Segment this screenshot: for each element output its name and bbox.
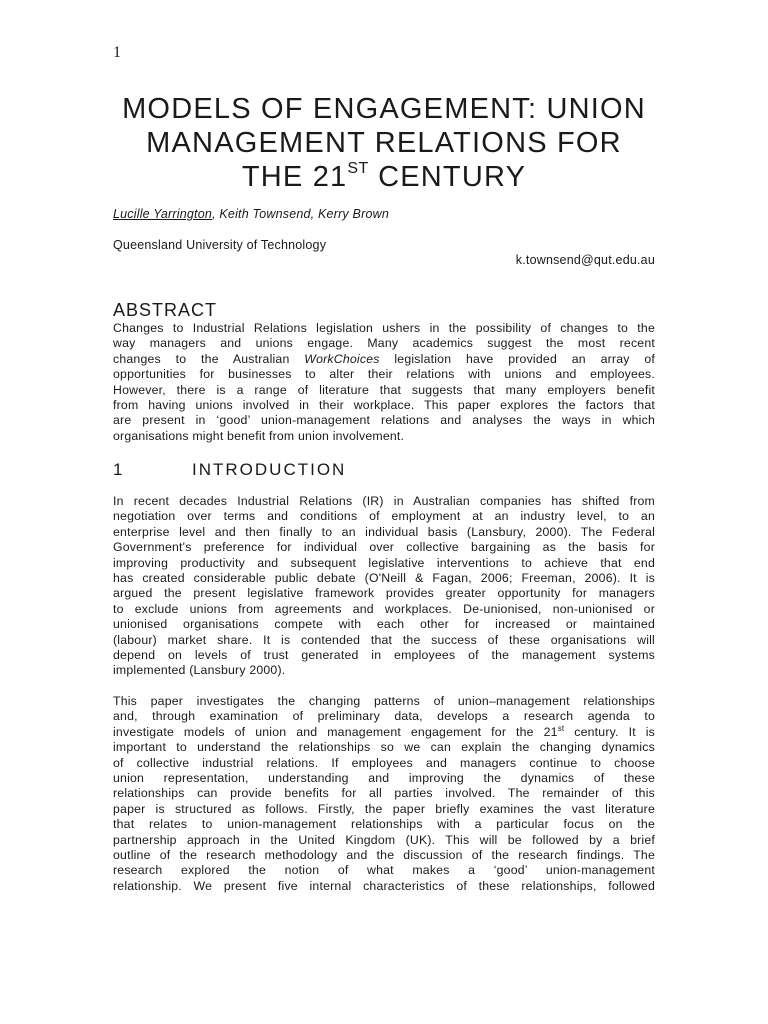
abstract-paragraph <box>113 321 655 444</box>
abstract-line: However, there is a range of literature that suggests that many employers benefit <box>113 382 655 397</box>
body-line: to exclude unions from agreements and workplaces. De-unionised, non-unionised or <box>113 601 655 616</box>
introduction-paragraph-2 <box>113 694 655 894</box>
section-heading-introduction <box>113 460 346 480</box>
title-line-3: THE 21ST CENTURY <box>241 160 527 193</box>
title-line-1: MODELS OF ENGAGEMENT: UNION <box>122 93 646 125</box>
abstract-line: organisations might benefit from union involvement. <box>113 428 405 443</box>
century-superscript: st <box>557 723 565 733</box>
section-number: 1 <box>113 460 125 479</box>
body-line: outline of the research methodology and the discussion of the research findings. The <box>113 848 655 863</box>
abstract-heading: ABSTRACT <box>113 300 218 320</box>
body-line: implemented (Lansbury 2000). <box>113 663 286 678</box>
body-line: improving productivity and subsequent legislative interventions to achieve that end <box>113 555 655 570</box>
affiliation: Queensland University of Technology <box>113 238 327 252</box>
section-title: INTRODUCTION <box>192 460 347 479</box>
contact-email: k.townsend@qut.edu.au <box>515 253 655 267</box>
body-line: unionised organisations compete with each other for increased or maintained <box>113 617 655 632</box>
introduction-paragraph-1 <box>113 494 655 679</box>
body-line: argued the present legislative framework provides greater opportunity for managers <box>113 586 655 601</box>
body-line: Government's preference for individual over collective bargaining as the basis for <box>113 540 655 555</box>
paper-title <box>100 92 668 194</box>
body-line: and, through examination of preliminary data, develops a research agenda to <box>113 709 655 724</box>
abstract-line: are present in ‘good’ union-management relations and analyses the ways in which <box>113 413 655 428</box>
title-line-2: MANAGEMENT RELATIONS FOR <box>146 127 622 159</box>
first-author: Lucille Yarrington <box>113 207 213 221</box>
abstract-line: from having unions involved in their workplace. This paper explores the factors that <box>113 398 655 413</box>
page-number: 1 <box>113 44 121 61</box>
body-line: This paper investigates the changing patterns of union–management relationships <box>113 694 655 708</box>
body-line: negotiation over terms and conditions of employment at an industry level, to an <box>113 509 655 524</box>
body-line: that relates to union-management relationships with a particular focus on the <box>113 817 655 832</box>
body-line: relationships can provide benefits for all parties involved. The remainder of this <box>113 786 655 801</box>
body-line: relationship. We present five internal characteristics of these relationships, followed <box>113 878 655 893</box>
body-line: research explored the notion of what makes a ‘good’ union-management <box>113 863 655 878</box>
abstract-line: opportunities for businesses to alter their relations with unions and employees. <box>113 367 655 382</box>
body-line: investigate models of union and management engagement for the 21st century. It is <box>113 723 656 739</box>
body-line: of collective industrial relations. If employees and managers continue to choose <box>113 755 655 770</box>
other-authors: , Keith Townsend, Kerry Brown <box>212 207 389 221</box>
author-list <box>113 207 389 221</box>
workchoices-italic: WorkChoices <box>304 351 380 366</box>
body-line: has created considerable public debate (O'Neill & Fagan, 2006; Freeman, 2006). It is <box>113 571 655 586</box>
body-line: union representation, understanding and improving the dynamics of these <box>113 771 655 786</box>
body-line: depend on levels of trust generated in employees of the management systems <box>113 648 655 663</box>
abstract-line: Changes to Industrial Relations legislation ushers in the possibility of changes to the <box>113 321 655 335</box>
abstract-line: changes to the Australian WorkChoices legislation have provided an array of <box>113 351 655 366</box>
body-line: paper is structured as follows. Firstly, the paper briefly examines the vast literature <box>113 801 655 816</box>
body-line: (labour) market share. It is contended that the success of these organisations will <box>113 632 655 647</box>
body-line: enterprise level and then finally to an individual basis (Lansbury, 2000). The Federal <box>113 524 655 539</box>
abstract-line: way managers and unions engage. Many academics suggest the most recent <box>113 336 655 351</box>
body-line: In recent decades Industrial Relations (IR) in Australian companies has shifted from <box>113 494 655 508</box>
body-line: partnership approach in the United Kingdom (UK). This will be followed by a brief <box>113 832 655 847</box>
title-superscript: ST <box>347 160 369 177</box>
body-line: important to understand the relationships so we can explain the changing dynamics <box>113 740 655 755</box>
